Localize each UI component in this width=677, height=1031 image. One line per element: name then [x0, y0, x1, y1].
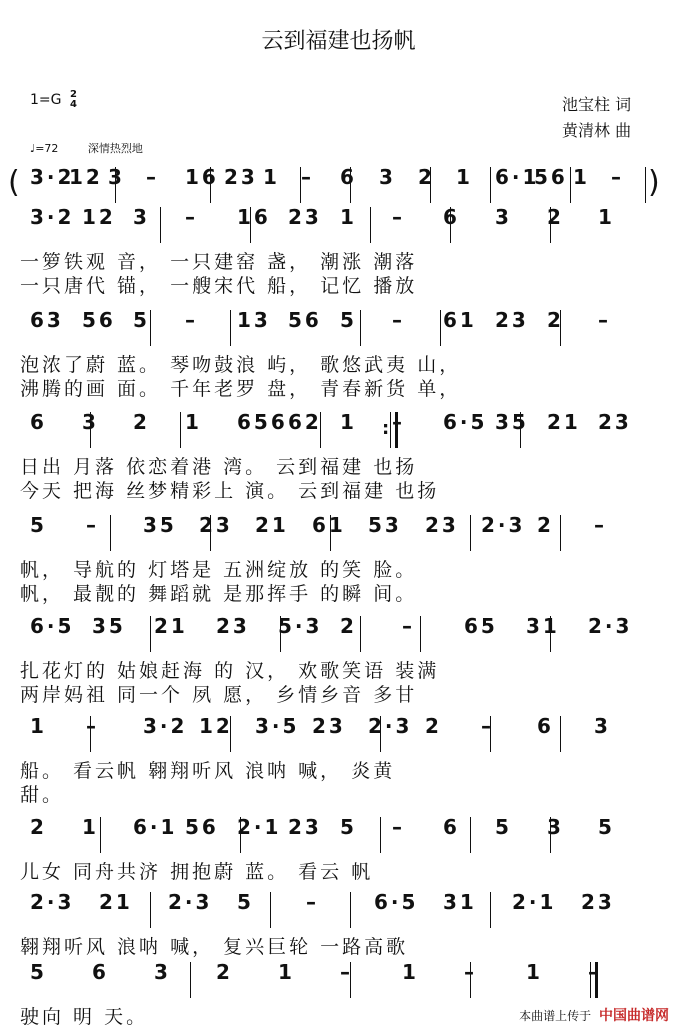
note-token: 6·5 — [374, 890, 419, 914]
note-token: 35 — [495, 410, 529, 434]
note-token: 3 — [133, 205, 150, 229]
barline — [560, 515, 561, 551]
note-token: 23 — [581, 890, 615, 914]
note-token: 2 — [133, 410, 150, 434]
lyric-line: 一箩铁观 音， 一只建窑 盏， 潮涨 潮落 — [20, 251, 418, 273]
note-token: 56 — [82, 308, 116, 332]
note-token: 23 — [288, 205, 322, 229]
note-token: – — [598, 308, 611, 332]
note-token: 1 — [82, 815, 99, 839]
note-token: 1 — [526, 960, 543, 984]
barline — [450, 207, 451, 243]
barline — [240, 817, 241, 853]
barline — [160, 207, 161, 243]
barline — [360, 616, 361, 652]
note-token: 3·5 — [255, 714, 300, 738]
note-token: 2 — [418, 165, 435, 189]
note-token: 1 — [573, 165, 590, 189]
barline — [470, 962, 471, 998]
notes-row — [8, 165, 660, 205]
note-token: – — [392, 815, 405, 839]
lyric-line: 日出 月落 依恋着港 湾。 云到福建 也扬 — [20, 456, 418, 478]
notes-row — [20, 308, 660, 348]
note-token: – — [340, 960, 353, 984]
note-token: 2·3 — [168, 890, 213, 914]
note-token: – — [588, 960, 601, 984]
note-token: 23 — [288, 815, 322, 839]
lyric-line: 今天 把海 丝梦精彩上 演。 云到福建 也扬 — [20, 480, 440, 502]
note-token: 23 — [224, 165, 258, 189]
note-token: 1 — [340, 410, 357, 434]
note-token: 1 — [402, 960, 419, 984]
note-token: 3·2 — [30, 205, 75, 229]
note-token: 23 — [216, 614, 250, 638]
barline — [570, 167, 571, 203]
note-token: 2 — [216, 960, 233, 984]
note-token: – — [464, 960, 477, 984]
note-token: 35 — [92, 614, 126, 638]
notes-row — [20, 205, 660, 245]
note-token: 1 — [456, 165, 473, 189]
key-signature — [30, 90, 77, 110]
lyric-line: 泡浓了蔚 蓝。 琴吻鼓浪 屿， 歌悠武夷 山， — [20, 354, 462, 376]
lyric-line: 一只唐代 锚， 一艘宋代 船， 记忆 播放 — [20, 275, 418, 297]
notes-row — [20, 960, 660, 1000]
note-token: 62 — [288, 410, 322, 434]
note-token: 56 — [185, 815, 219, 839]
barline — [380, 716, 381, 752]
note-token: 56 — [534, 165, 568, 189]
barline — [520, 412, 521, 448]
note-token: 5 — [495, 815, 512, 839]
lyric-line: 帆， 最靓的 舞蹈就 是那挥手 的瞬 间。 — [20, 583, 418, 605]
time-sig-top: 2 — [69, 89, 77, 100]
note-token: 3 — [154, 960, 171, 984]
barline — [115, 167, 116, 203]
song-title: 云到福建也扬帆 — [261, 29, 416, 54]
notes-row — [20, 513, 660, 553]
barline — [330, 515, 331, 551]
note-token: 56 — [288, 308, 322, 332]
note-token: 1 — [30, 714, 47, 738]
note-token: 1 — [598, 205, 615, 229]
note-token: 53 — [368, 513, 402, 537]
note-token: 1 — [263, 165, 280, 189]
note-token: 2 — [547, 308, 564, 332]
barline — [470, 817, 471, 853]
lyric-line: 扎花灯的 姑娘赶海 的 汉， 欢歌笑语 装满 — [20, 660, 440, 682]
note-token: – — [146, 165, 159, 189]
barline — [90, 412, 91, 448]
note-token: 3 — [379, 165, 396, 189]
note-token: 3·2 — [143, 714, 188, 738]
barline — [380, 817, 381, 853]
intro-paren-open: ( — [8, 165, 20, 200]
note-token: 6·1 — [495, 165, 540, 189]
expression-marking: 深情热烈地 — [87, 142, 143, 155]
note-token: 2·3 — [481, 513, 526, 537]
lyric-line: 帆， 导航的 灯塔是 五洲绽放 的笑 脸。 — [20, 559, 418, 581]
note-token: 2 — [537, 513, 554, 537]
note-token: – — [392, 205, 405, 229]
barline — [150, 892, 151, 928]
barline — [645, 167, 646, 203]
note-token: 2 — [340, 614, 357, 638]
barline — [550, 817, 551, 853]
note-token: 3 — [547, 815, 564, 839]
note-token: 5 — [30, 960, 47, 984]
note-token: 2 — [547, 205, 564, 229]
note-token: 23 — [199, 513, 233, 537]
note-token: 1 — [185, 410, 202, 434]
footer-site: 中国曲谱网 — [599, 1008, 669, 1024]
note-token: 2 — [425, 714, 442, 738]
note-token: 12 — [199, 714, 233, 738]
notes-row — [20, 614, 660, 654]
barline — [550, 616, 551, 652]
footer — [519, 1005, 669, 1025]
note-token: – — [86, 513, 99, 537]
lyric-line: 驶向 明 天。 — [20, 1006, 149, 1028]
note-token: 3·2 — [30, 165, 75, 189]
barline — [550, 207, 551, 243]
barline — [490, 167, 491, 203]
note-token: 13 — [237, 308, 271, 332]
note-token: 23 — [425, 513, 459, 537]
tempo-value: ♩=72 — [30, 142, 59, 155]
barline — [210, 515, 211, 551]
barline — [280, 616, 281, 652]
note-token: 2 — [30, 815, 47, 839]
barline — [90, 716, 91, 752]
note-token: – — [594, 513, 607, 537]
note-token: 5 — [237, 890, 254, 914]
note-token: 6 — [443, 205, 460, 229]
note-token: 5 — [30, 513, 47, 537]
note-token: 31 — [443, 890, 477, 914]
note-token: – — [402, 614, 415, 638]
note-token: 23 — [598, 410, 632, 434]
barline — [250, 207, 251, 243]
note-token: 3 — [495, 205, 512, 229]
note-token: 2·1 — [237, 815, 282, 839]
note-token: 12 — [82, 205, 116, 229]
barline — [490, 892, 491, 928]
note-token: 6 — [443, 815, 460, 839]
barline — [350, 962, 351, 998]
barline — [560, 716, 561, 752]
lyric-line: 翱翔听风 浪呐 喊， 复兴巨轮 一路高歌 — [20, 936, 409, 958]
notes-row — [20, 714, 660, 754]
note-token: – — [185, 308, 198, 332]
note-token: 2·3 — [588, 614, 633, 638]
barline — [230, 716, 231, 752]
note-token: 12 — [69, 165, 103, 189]
barline — [300, 167, 301, 203]
note-token: 1 — [278, 960, 295, 984]
note-token: 6 — [92, 960, 109, 984]
barline — [350, 167, 351, 203]
barline — [390, 412, 398, 448]
note-token: 16 — [185, 165, 219, 189]
note-token: 6 — [537, 714, 554, 738]
note-token: – — [392, 308, 405, 332]
note-token: – — [185, 205, 198, 229]
note-token: 2·3 — [30, 890, 75, 914]
note-token: 23 — [312, 714, 346, 738]
barline — [110, 515, 111, 551]
note-token: 65 — [464, 614, 498, 638]
note-token: – — [392, 410, 405, 434]
barline — [590, 962, 598, 998]
note-token: 31 — [526, 614, 560, 638]
note-token: 23 — [495, 308, 529, 332]
barline — [100, 817, 101, 853]
note-token: 35 — [143, 513, 177, 537]
barline — [420, 616, 421, 652]
note-token: 61 — [312, 513, 346, 537]
note-token: – — [301, 165, 314, 189]
lyricist-credit: 池宝柱 词 — [562, 95, 632, 114]
note-token: 656 — [237, 410, 288, 434]
barline — [210, 167, 211, 203]
note-token: 21 — [547, 410, 581, 434]
barline — [150, 310, 151, 346]
time-sig-bottom: 4 — [69, 99, 77, 110]
note-token: 61 — [443, 308, 477, 332]
note-token: 6·1 — [133, 815, 178, 839]
note-token: 5 — [598, 815, 615, 839]
note-token: 5 — [340, 815, 357, 839]
barline — [360, 310, 361, 346]
note-token: 6 — [30, 410, 47, 434]
tempo-marking — [30, 140, 143, 156]
key-label: 1=G — [30, 92, 62, 108]
note-token: 5 — [340, 308, 357, 332]
notes-row — [20, 890, 660, 930]
barline — [230, 310, 231, 346]
barline — [320, 412, 321, 448]
barline — [560, 310, 561, 346]
note-token: 6 — [340, 165, 357, 189]
notes-row — [20, 815, 660, 855]
note-token: 3 — [82, 410, 99, 434]
barline — [470, 515, 471, 551]
note-token: 2·1 — [512, 890, 557, 914]
barline — [430, 167, 431, 203]
barline — [440, 310, 441, 346]
barline — [370, 207, 371, 243]
note-token: – — [306, 890, 319, 914]
note-token: 3 — [594, 714, 611, 738]
note-token: 6·5 — [443, 410, 488, 434]
note-token: 1 — [340, 205, 357, 229]
barline — [490, 716, 491, 752]
lyric-line: 两岸妈祖 同一个 夙 愿， 乡情乡音 多甘 — [20, 684, 418, 706]
note-token: – — [611, 165, 624, 189]
lyric-line: 甜。 — [20, 784, 65, 806]
note-token: 21 — [255, 513, 289, 537]
note-token: 6·5 — [30, 614, 75, 638]
composer-credit: 黄清林 曲 — [562, 121, 632, 140]
note-token: 63 — [30, 308, 64, 332]
note-token: – — [481, 714, 494, 738]
note-token: 2·3 — [368, 714, 413, 738]
lyric-line: 沸腾的画 面。 千年老罗 盘， 青春新货 单， — [20, 378, 462, 400]
notes-row — [20, 410, 660, 450]
footer-text: 本曲谱上传于 — [519, 1009, 592, 1023]
intro-paren-close: ) — [648, 165, 660, 200]
time-signature — [70, 90, 77, 110]
note-token: 3 — [108, 165, 125, 189]
note-token: – — [86, 714, 99, 738]
note-token: 16 — [237, 205, 271, 229]
note-token: 5 — [133, 308, 150, 332]
note-token: 21 — [154, 614, 188, 638]
barline — [270, 892, 271, 928]
barline — [150, 616, 151, 652]
barline — [350, 892, 351, 928]
note-token: 5·3 — [278, 614, 323, 638]
barline — [190, 962, 191, 998]
barline — [180, 412, 181, 448]
lyric-line: 船。 看云帆 翱翔听风 浪呐 喊， 炎黄 — [20, 760, 396, 782]
lyric-line: 儿女 同舟共济 拥抱蔚 蓝。 看云 帆 — [20, 861, 374, 883]
note-token: 21 — [99, 890, 133, 914]
